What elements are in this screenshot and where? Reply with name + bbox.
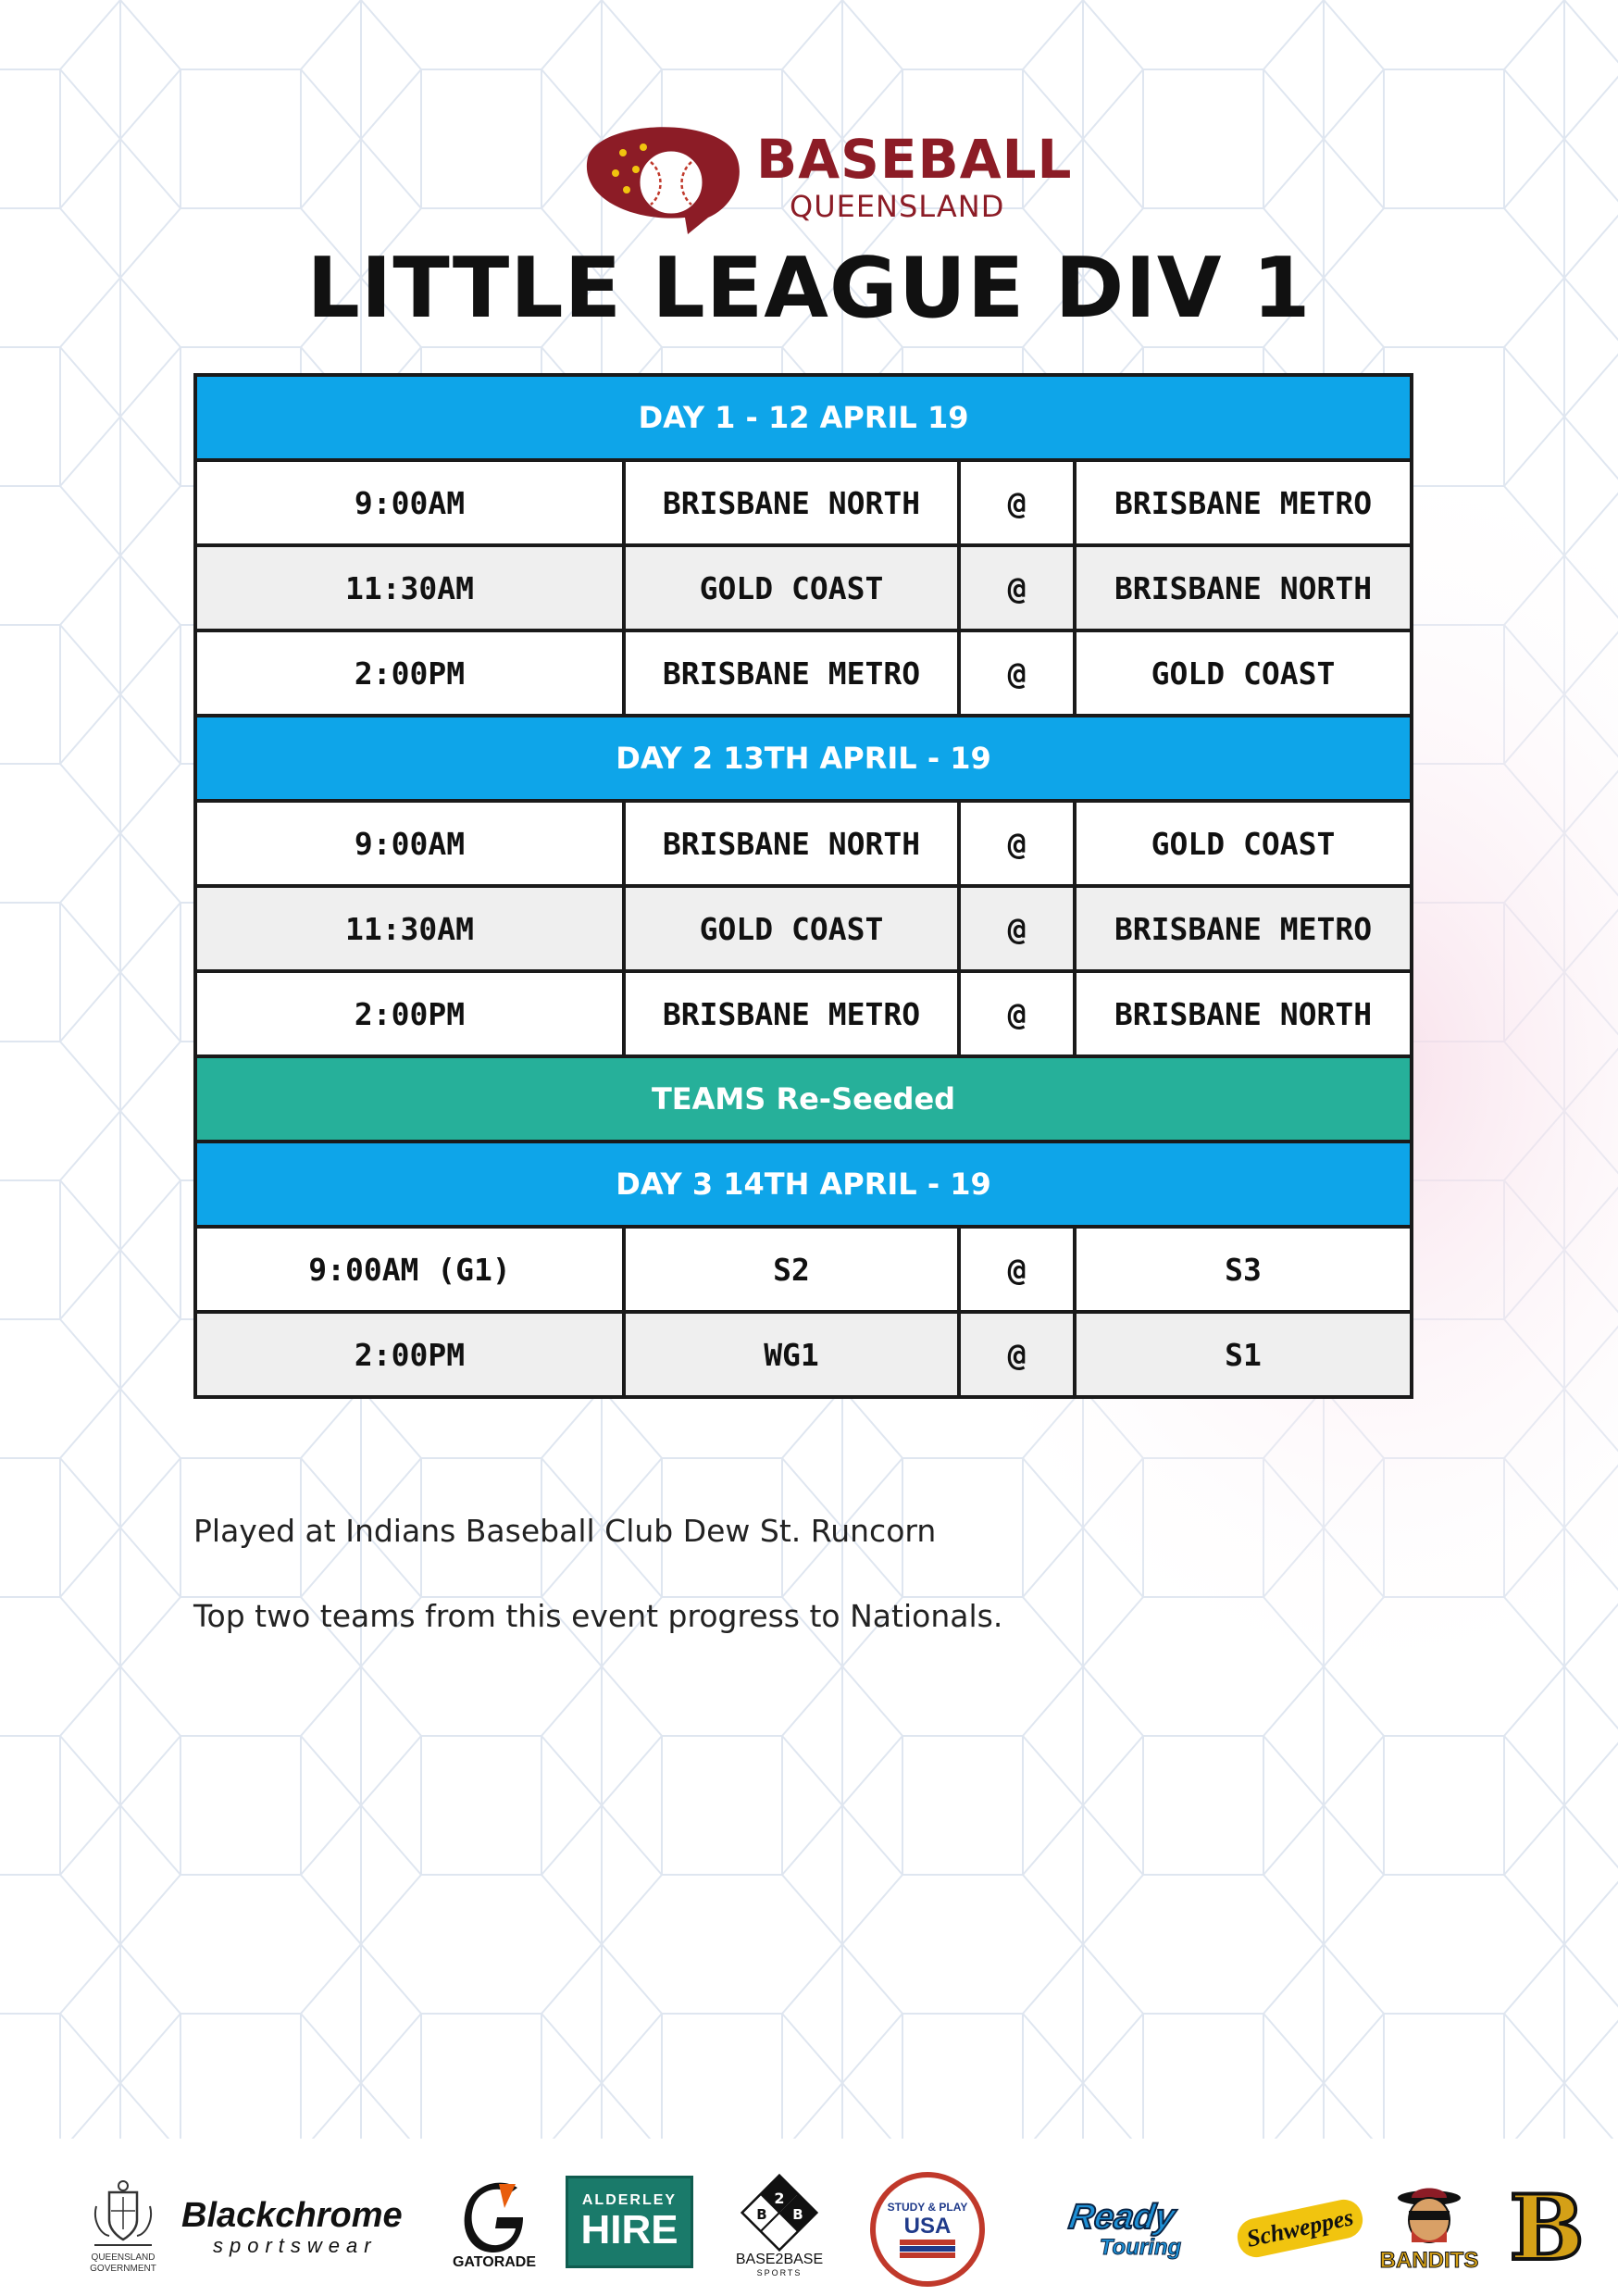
vs-separator: @ [959,460,1075,545]
svg-text:B: B [792,2206,803,2223]
vs-separator: @ [959,801,1075,886]
progress-note: Top two teams from this event progress to Nationals. [193,1598,1003,1634]
home-team: GOLD COAST [624,545,959,630]
schweppes-badge [1234,2196,1366,2261]
stars-stripes-icon [900,2240,955,2258]
day-header-row [195,375,1412,460]
base2base-logo [724,2165,835,2287]
table-row [195,1227,1412,1312]
match-time: 11:30AM [195,545,624,630]
baseball-logo-icon [579,116,754,236]
study-play-usa-text: USA [903,2214,952,2239]
qld-line2: GOVERNMENT [90,2264,156,2274]
gatorade-text: GATORADE [452,2254,537,2270]
day2-header: DAY 2 13TH APRIL - 19 [195,716,1412,801]
away-team: S3 [1075,1227,1412,1312]
page-title: LITTLE LEAGUE DIV 1 [306,240,1312,337]
base2base-diamond-icon [741,2174,818,2252]
home-team: S2 [624,1227,959,1312]
logo-text-baseball: BASEBALL [756,128,1073,191]
home-team: BRISBANE NORTH [624,460,959,545]
match-time: 2:00PM [195,971,624,1056]
table-row [195,630,1412,716]
away-team: BRISBANE NORTH [1075,545,1412,630]
home-team: WG1 [624,1312,959,1397]
qld-government-logo [80,2166,167,2287]
study-play-usa-logo [866,2168,989,2290]
base2base-sub: SPORTS [756,2268,803,2277]
table-row [195,545,1412,630]
blackchrome-logo [181,2190,442,2265]
day3-header: DAY 3 14TH APRIL - 19 [195,1142,1412,1227]
alderley-hire-logo [566,2176,693,2268]
qld-line1: QUEENSLAND [91,2252,156,2263]
vs-separator: @ [959,630,1075,716]
blackchrome-text: Blackchrome [181,2196,403,2235]
away-team: BRISBANE METRO [1075,886,1412,971]
blackchrome-sub: sportswear [213,2234,378,2257]
home-team: BRISBANE NORTH [624,801,959,886]
table-row [195,886,1412,971]
away-team: BRISBANE METRO [1075,460,1412,545]
base2base-text: BASE2BASE [735,2252,824,2267]
ready-text: Ready [1066,2198,1177,2237]
vs-separator: @ [959,886,1075,971]
table-row [195,801,1412,886]
away-team: GOLD COAST [1075,801,1412,886]
schweppes-text: Schweppes [1243,2203,1356,2252]
svg-text:2: 2 [774,2190,785,2207]
away-team: S1 [1075,1312,1412,1397]
away-team: BRISBANE NORTH [1075,971,1412,1056]
bandits-logo [1370,2172,1488,2285]
crest-icon [91,2178,156,2252]
venue-note: Played at Indians Baseball Club Dew St. Runcorn [193,1513,937,1549]
b-mark-logo [1511,2177,1583,2279]
match-time: 9:00AM (G1) [195,1227,624,1312]
ready-touring-logo [1030,2194,1214,2265]
match-time: 9:00AM [195,460,624,545]
schedule-table [193,373,1413,1399]
hire-text: HIRE [580,2207,678,2252]
vs-separator: @ [959,1312,1075,1397]
gatorade-logo [448,2170,541,2281]
table-row [195,1312,1412,1397]
baseball-queensland-logo [579,116,1073,236]
schweppes-logo [1235,2187,1364,2270]
day-header-row [195,1142,1412,1227]
alderley-text: ALDERLEY [581,2192,678,2208]
match-time: 2:00PM [195,630,624,716]
study-play-badge [870,2172,985,2287]
away-team: GOLD COAST [1075,630,1412,716]
svg-text:B: B [756,2206,767,2223]
logo-text-queensland: QUEENSLAND [790,189,1005,224]
table-row [195,460,1412,545]
gatorade-g-icon [462,2180,527,2254]
reseed-label: TEAMS Re-Seeded [195,1056,1412,1142]
vs-separator: @ [959,971,1075,1056]
bandits-text: BANDITS [1379,2248,1479,2273]
home-team: BRISBANE METRO [624,630,959,716]
match-time: 11:30AM [195,886,624,971]
match-time: 9:00AM [195,801,624,886]
table-row [195,971,1412,1056]
home-team: GOLD COAST [624,886,959,971]
vs-separator: @ [959,1227,1075,1312]
home-team: BRISBANE METRO [624,971,959,1056]
b-mark-text: B [1509,2176,1585,2280]
match-time: 2:00PM [195,1312,624,1397]
day1-header: DAY 1 - 12 APRIL 19 [195,375,1412,460]
vs-separator: @ [959,545,1075,630]
study-play-text: STUDY & PLAY [887,2201,968,2214]
reseed-row [195,1056,1412,1142]
bandit-mascot-icon [1395,2183,1463,2248]
touring-text: Touring [1099,2235,1182,2260]
day-header-row [195,716,1412,801]
sponsor-strip [0,2146,1618,2296]
